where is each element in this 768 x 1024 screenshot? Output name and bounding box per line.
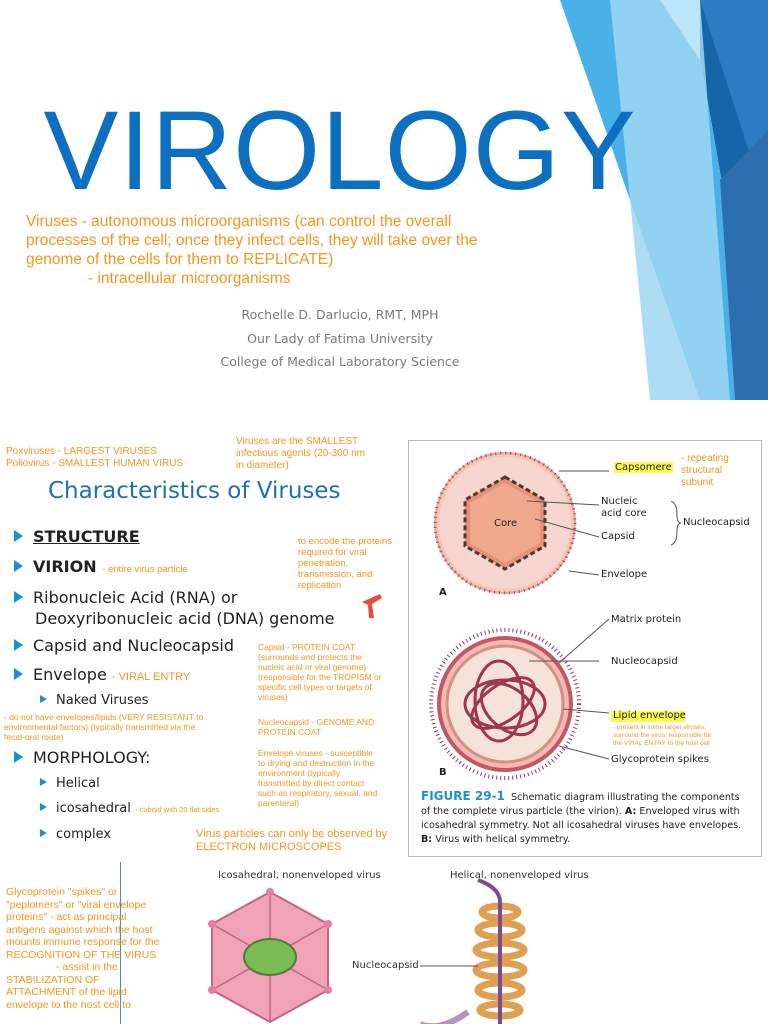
caption-text: of the complete virus particle (the virion). [421, 806, 622, 817]
note-line: fecal-oral route) [4, 732, 64, 742]
note-line: nucleic acid or viral genome) [258, 662, 367, 672]
panel-a-label: A [439, 587, 447, 598]
bullet-text: Helical [56, 776, 100, 791]
note-line: Poliovirus - SMALLEST HUMAN VIRUS [6, 458, 184, 469]
bullet-text: STRUCTURE [33, 527, 140, 546]
label-nucleocapsid-bracket: Nucleocapsid [683, 517, 750, 528]
glycoprotein-note [6, 886, 160, 1011]
college: College of Medical Laboratory Science [220, 354, 460, 369]
note-line: replication [298, 580, 342, 591]
bullet-structure [14, 527, 140, 546]
label-capsid: Capsid [601, 531, 635, 542]
virus-shapes-slide [0, 862, 632, 1024]
note-line: proteins" - act as principal [6, 911, 127, 923]
note-line: environment (typically [258, 768, 341, 778]
note-line: infectious agents (20-300 nm [236, 448, 365, 459]
note-line: - present in some larger viruses; [613, 724, 706, 731]
definition-line: - intracellular microorganisms [88, 270, 291, 287]
definition-line: Viruses - autonomous microorganisms (can control the overall [26, 213, 452, 230]
title-slide [0, 0, 768, 400]
caption-text: icosahedral symmetry. Not all icosahedral viruses have envelopes. [421, 820, 742, 831]
encode-proteins-note [298, 536, 392, 591]
note-line: STABILIZATION OF [6, 973, 100, 986]
naked-virus-note [4, 712, 203, 742]
label-capsomere: Capsomere [615, 462, 672, 473]
label-envelope: Envelope [601, 569, 648, 580]
label-nucleic-acid-core [601, 496, 647, 520]
bullet-icosahedral [40, 801, 219, 816]
note-line: in diameter) [236, 460, 289, 471]
label-nucleocapsid: Nucleocapsid [352, 960, 419, 971]
bullet-morphology [14, 748, 150, 767]
panel-b-label: B [439, 767, 447, 778]
nucleocapsid-note [258, 717, 374, 737]
note-line: subunit [681, 477, 714, 488]
note-line: transmission, and [298, 569, 373, 580]
bullet-complex [40, 827, 111, 842]
caption-text: Virus with helical symmetry. [435, 834, 571, 845]
note-line: structural [681, 465, 723, 476]
label-lipid-envelope: Lipid envelope [613, 710, 686, 721]
bullet-arrow-icon [40, 778, 47, 786]
note-line: - assist in the [56, 961, 118, 973]
bullet-helical [40, 776, 100, 791]
note-line: Glycoprotein "spikes" or [6, 886, 118, 898]
figure-29-1 [408, 440, 762, 857]
bullet-naked-viruses [40, 693, 149, 708]
label-matrix-protein: Matrix protein [611, 614, 682, 625]
note-line: Poxviruses - LARGEST VIRUSES [6, 446, 157, 457]
note-line: specific cell types or targets of [258, 682, 372, 692]
note-line: (surrounds and protects the [258, 652, 362, 662]
icosahedral-note: - cuboid with 20 flat sides [135, 805, 220, 814]
note-line: Envelope viruses - susceptible [258, 748, 373, 758]
note-line: surround the virus; responsible for [613, 732, 712, 739]
virion-note: - entire virus particle [102, 564, 188, 575]
note-line: to drying and destruction in the [258, 758, 375, 768]
note-line: such as respiratory, sexual, and [258, 788, 378, 798]
bullet-text: Naked Viruses [56, 693, 149, 708]
note-line: to encode the proteins [298, 536, 393, 547]
bullet-text: complex [56, 827, 112, 842]
note-line: viruses) [258, 692, 288, 702]
bullet-arrow-icon [40, 829, 47, 837]
capsomere-note [681, 453, 729, 489]
note-line: - repeating [681, 453, 729, 464]
virion-b [431, 630, 579, 778]
author: Rochelle D. Darlucio, RMT, MPH [241, 307, 439, 322]
definition-line: processes of the cell; once they infect cells, they will take over the [26, 232, 478, 249]
note-line: ATTACHMENT of the lipid [6, 986, 127, 998]
note-line: transmitted by direct contact [258, 778, 365, 788]
bullet-text: Capsid and Nucleocapsid [33, 636, 235, 655]
virus-definition [26, 212, 586, 288]
bullet-arrow-icon [40, 803, 47, 811]
slide-title: VIROLOGY [43, 88, 637, 213]
caption-marker: A: [624, 806, 637, 817]
note-line: the VIRAL ENTRY to the host cell [613, 740, 710, 747]
bullet-arrow-icon [14, 560, 23, 572]
bullet-text: VIRION [33, 557, 97, 576]
caption-text: Enveloped virus with [639, 806, 740, 817]
note-line: ELECTRON MICROSCOPES [196, 841, 342, 853]
note-line: - do not have envelopes/lipids (VERY RESISTANT to [4, 712, 204, 722]
bullet-envelope [14, 665, 190, 684]
helical-virus-drawing [420, 880, 524, 1024]
caption-text: Schematic diagram illustrating the components [511, 792, 740, 803]
electron-microscope-note [196, 828, 387, 854]
bullet-arrow-icon [14, 591, 23, 603]
note-line: (responsible for the TROPISM or [258, 672, 382, 682]
bullet-text: Deoxyribonucleic acid (DNA) genome [35, 609, 335, 628]
note-line: Viruses are the SMALLEST [236, 436, 359, 447]
note-line: RECOGNITION OF THE VIRUS [6, 948, 157, 961]
label-nucleocapsid: Nucleocapsid [611, 656, 678, 667]
label-helical-nonenveloped: Helical, nonenveloped virus [450, 870, 589, 881]
bullet-arrow-icon [14, 668, 23, 680]
envelope-virus-note [258, 748, 377, 808]
bullet-arrow-icon [40, 695, 47, 703]
envelope-note: - VIRAL ENTRY [111, 671, 191, 683]
note-line: mounts immune response for the [6, 936, 160, 948]
lipid-envelope-note [613, 724, 711, 748]
bullet-text: Ribonucleic Acid (RNA) or [33, 588, 238, 607]
bullet-text: Envelope [33, 665, 107, 684]
note-line: parenteral) [258, 798, 300, 808]
caption-marker: B: [421, 834, 433, 845]
label-icosahedral-nonenveloped: Icosahedral, nonenveloped virus [218, 870, 381, 881]
bullet-virion [14, 557, 188, 576]
label-line: acid core [601, 508, 647, 519]
bullet-text: MORPHOLOGY: [33, 748, 151, 767]
note-line: envelope to the host cell to [6, 998, 131, 1011]
bullet-capsid [14, 636, 234, 655]
note-line: Virus particles can only be observed by [196, 828, 388, 840]
note-line: Capsid - PROTEIN COAT [258, 642, 356, 652]
note-line: PROTEIN COAT [258, 727, 322, 737]
bullet-text: icosahedral [56, 801, 131, 816]
bullet-nucleic-acid [14, 587, 335, 629]
section-heading: Characteristics of Viruses [48, 478, 341, 504]
note-line: environmental factors) (typically transmitted via the [4, 722, 196, 732]
note-line: Nucleocapsid - GENOME AND [258, 717, 375, 727]
bullet-arrow-icon [14, 751, 23, 763]
label-glycoprotein-spikes: Glycoprotein spikes [611, 754, 709, 765]
figure-caption [421, 789, 757, 847]
label-line: Nucleic [601, 496, 638, 507]
definition-line: genome of the cells for them to REPLICATE) [26, 251, 334, 268]
note-line: required for viral [298, 547, 367, 558]
capsid-note [258, 642, 382, 702]
bullet-arrow-icon [14, 639, 23, 651]
note-line: penetration, [298, 558, 349, 569]
red-pointer-icon [358, 592, 388, 622]
virus-size-note [6, 446, 183, 470]
bullet-arrow-icon [14, 530, 23, 542]
note-line: antigens against which the host [6, 923, 153, 936]
university: Our Lady of Fatima University [247, 331, 433, 346]
note-line: "peplomers" or "viral envelope [6, 898, 147, 911]
icosahedral-virus-drawing [208, 888, 332, 1022]
smallest-agent-note [236, 436, 365, 472]
label-core: Core [494, 518, 518, 529]
figure-number: FIGURE 29-1 [421, 789, 505, 803]
